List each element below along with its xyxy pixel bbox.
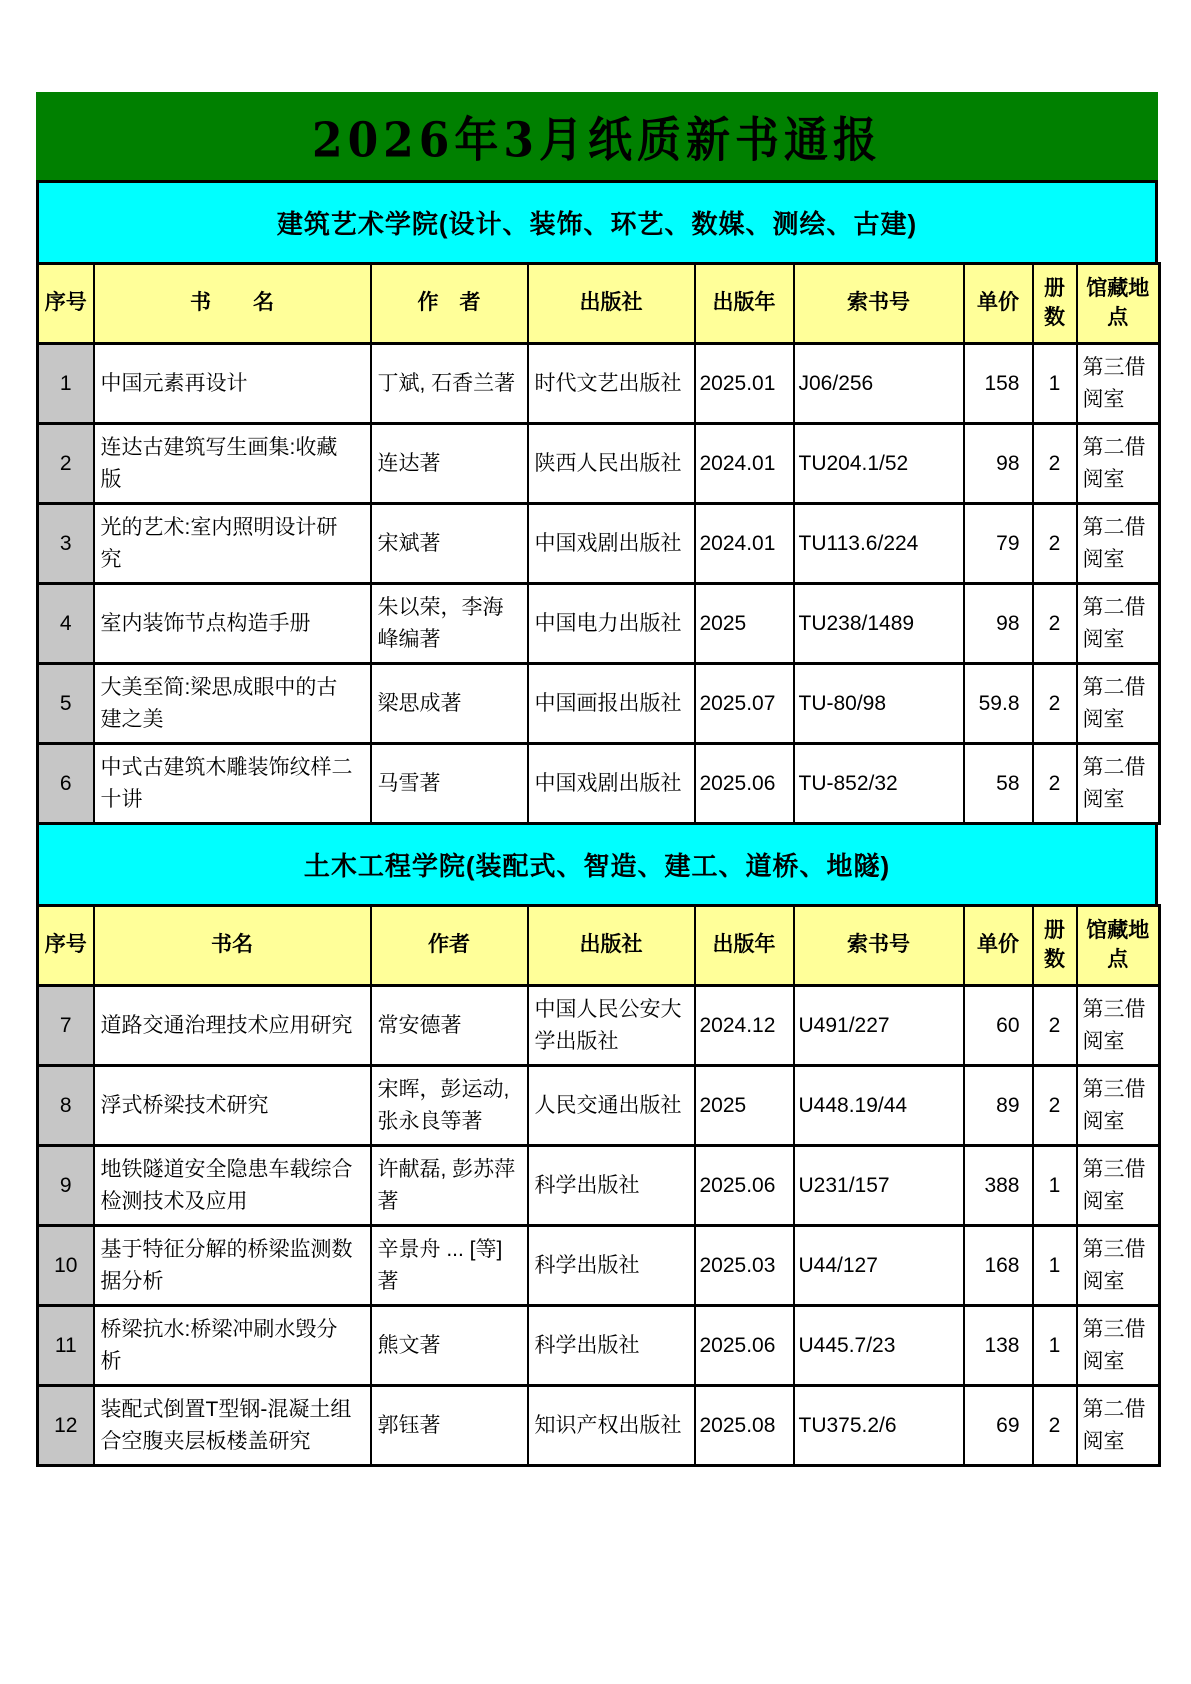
table-row (38, 504, 1160, 584)
cell-year: 2025 (695, 1066, 794, 1146)
new-books-table (36, 262, 1161, 825)
cell-publisher: 中国戏剧出版社 (528, 744, 695, 824)
cell-year: 2024.01 (695, 504, 794, 584)
cell-location: 第二借阅室 (1077, 504, 1160, 584)
table-row (38, 1226, 1160, 1306)
cell-publisher: 中国电力出版社 (528, 584, 695, 664)
column-header-call_no: 索书号 (794, 906, 964, 986)
column-header-publisher: 出版社 (528, 906, 695, 986)
cell-author: 辛景舟 ... [等]著 (371, 1226, 528, 1306)
cell-price: 59.8 (964, 664, 1033, 744)
cell-publisher: 科学出版社 (528, 1146, 695, 1226)
cell-title: 中式古建筑木雕装饰纹样二十讲 (94, 744, 371, 824)
cell-author: 连达著 (371, 424, 528, 504)
cell-location: 第三借阅室 (1077, 1306, 1160, 1386)
cell-location: 第三借阅室 (1077, 986, 1160, 1066)
cell-publisher: 中国戏剧出版社 (528, 504, 695, 584)
cell-location: 第二借阅室 (1077, 744, 1160, 824)
cell-title: 大美至简:梁思成眼中的古建之美 (94, 664, 371, 744)
column-header-title: 书名 (94, 906, 371, 986)
cell-copies: 2 (1033, 986, 1077, 1066)
new-books-table (36, 904, 1161, 1467)
cell-location: 第三借阅室 (1077, 1226, 1160, 1306)
cell-copies: 2 (1033, 424, 1077, 504)
cell-year: 2025.03 (695, 1226, 794, 1306)
cell-location: 第二借阅室 (1077, 1386, 1160, 1466)
cell-author: 朱以荣，李海峰编著 (371, 584, 528, 664)
cell-location: 第二借阅室 (1077, 584, 1160, 664)
column-header-location: 馆藏地点 (1077, 906, 1160, 986)
column-header-copies: 册数 (1033, 906, 1077, 986)
cell-year: 2024.12 (695, 986, 794, 1066)
cell-copies: 2 (1033, 744, 1077, 824)
cell-price: 69 (964, 1386, 1033, 1466)
cell-publisher: 知识产权出版社 (528, 1386, 695, 1466)
cell-location: 第三借阅室 (1077, 1146, 1160, 1226)
cell-location: 第二借阅室 (1077, 424, 1160, 504)
cell-no: 5 (38, 664, 94, 744)
cell-call_no: TU238/1489 (794, 584, 964, 664)
cell-title: 中国元素再设计 (94, 344, 371, 424)
column-header-publisher: 出版社 (528, 264, 695, 344)
report-banner (36, 92, 1158, 180)
cell-title: 桥梁抗水:桥梁冲刷水毁分析 (94, 1306, 371, 1386)
column-header-price: 单价 (964, 264, 1033, 344)
cell-price: 98 (964, 584, 1033, 664)
cell-title: 装配式倒置T型钢-混凝土组合空腹夹层板楼盖研究 (94, 1386, 371, 1466)
cell-no: 10 (38, 1226, 94, 1306)
cell-publisher: 中国人民公安大学出版社 (528, 986, 695, 1066)
cell-year: 2025.06 (695, 1306, 794, 1386)
cell-title: 光的艺术:室内照明设计研究 (94, 504, 371, 584)
cell-year: 2024.01 (695, 424, 794, 504)
cell-copies: 1 (1033, 1146, 1077, 1226)
cell-author: 许献磊, 彭苏萍著 (371, 1146, 528, 1226)
cell-price: 98 (964, 424, 1033, 504)
cell-publisher: 陕西人民出版社 (528, 424, 695, 504)
cell-copies: 1 (1033, 1306, 1077, 1386)
cell-title: 道路交通治理技术应用研究 (94, 986, 371, 1066)
column-header-year: 出版年 (695, 906, 794, 986)
cell-publisher: 科学出版社 (528, 1306, 695, 1386)
report-content (36, 92, 1158, 1467)
cell-location: 第三借阅室 (1077, 344, 1160, 424)
cell-no: 9 (38, 1146, 94, 1226)
column-header-author: 作 者 (371, 264, 528, 344)
report-title: 2026年3月纸质新书通报 (311, 113, 883, 169)
cell-author: 宋斌著 (371, 504, 528, 584)
section-header: 土木工程学院(装配式、智造、建工、道桥、地隧) (36, 822, 1158, 907)
cell-no: 12 (38, 1386, 94, 1466)
cell-no: 11 (38, 1306, 94, 1386)
cell-author: 梁思成著 (371, 664, 528, 744)
cell-price: 79 (964, 504, 1033, 584)
cell-publisher: 中国画报出版社 (528, 664, 695, 744)
table-row (38, 344, 1160, 424)
cell-call_no: U231/157 (794, 1146, 964, 1226)
cell-title: 浮式桥梁技术研究 (94, 1066, 371, 1146)
column-header-copies: 册数 (1033, 264, 1077, 344)
cell-price: 58 (964, 744, 1033, 824)
column-header-location: 馆藏地点 (1077, 264, 1160, 344)
cell-year: 2025 (695, 584, 794, 664)
table-row (38, 424, 1160, 504)
cell-no: 3 (38, 504, 94, 584)
cell-author: 郭钰著 (371, 1386, 528, 1466)
cell-copies: 1 (1033, 1226, 1077, 1306)
cell-location: 第二借阅室 (1077, 664, 1160, 744)
cell-call_no: TU-852/32 (794, 744, 964, 824)
table-row (38, 1306, 1160, 1386)
cell-price: 388 (964, 1146, 1033, 1226)
cell-publisher: 人民交通出版社 (528, 1066, 695, 1146)
cell-call_no: U44/127 (794, 1226, 964, 1306)
cell-author: 熊文著 (371, 1306, 528, 1386)
cell-year: 2025.06 (695, 1146, 794, 1226)
cell-title: 连达古建筑写生画集:收藏版 (94, 424, 371, 504)
cell-call_no: TU204.1/52 (794, 424, 964, 504)
cell-author: 马雪著 (371, 744, 528, 824)
cell-copies: 1 (1033, 344, 1077, 424)
cell-copies: 2 (1033, 584, 1077, 664)
header-row (38, 906, 1160, 986)
column-header-call_no: 索书号 (794, 264, 964, 344)
header-row (38, 264, 1160, 344)
table-row (38, 744, 1160, 824)
cell-title: 地铁隧道安全隐患车载综合检测技术及应用 (94, 1146, 371, 1226)
table-row (38, 1066, 1160, 1146)
table-row (38, 986, 1160, 1066)
cell-call_no: J06/256 (794, 344, 964, 424)
cell-call_no: TU113.6/224 (794, 504, 964, 584)
table-row (38, 584, 1160, 664)
cell-publisher: 时代文艺出版社 (528, 344, 695, 424)
cell-price: 168 (964, 1226, 1033, 1306)
cell-no: 4 (38, 584, 94, 664)
cell-copies: 2 (1033, 1066, 1077, 1146)
column-header-author: 作者 (371, 906, 528, 986)
cell-author: 丁斌, 石香兰著 (371, 344, 528, 424)
cell-copies: 2 (1033, 1386, 1077, 1466)
sections-container (36, 180, 1158, 1467)
table-row (38, 1386, 1160, 1466)
cell-year: 2025.08 (695, 1386, 794, 1466)
cell-no: 8 (38, 1066, 94, 1146)
column-header-year: 出版年 (695, 264, 794, 344)
cell-copies: 2 (1033, 504, 1077, 584)
cell-title: 室内装饰节点构造手册 (94, 584, 371, 664)
cell-no: 7 (38, 986, 94, 1066)
cell-call_no: U448.19/44 (794, 1066, 964, 1146)
cell-no: 1 (38, 344, 94, 424)
cell-call_no: TU-80/98 (794, 664, 964, 744)
cell-author: 宋晖，彭运动, 张永良等著 (371, 1066, 528, 1146)
cell-author: 常安德著 (371, 986, 528, 1066)
cell-price: 60 (964, 986, 1033, 1066)
cell-location: 第三借阅室 (1077, 1066, 1160, 1146)
cell-title: 基于特征分解的桥梁监测数据分析 (94, 1226, 371, 1306)
column-header-price: 单价 (964, 906, 1033, 986)
column-header-title: 书 名 (94, 264, 371, 344)
cell-year: 2025.01 (695, 344, 794, 424)
cell-publisher: 科学出版社 (528, 1226, 695, 1306)
cell-year: 2025.06 (695, 744, 794, 824)
cell-copies: 2 (1033, 664, 1077, 744)
cell-no: 6 (38, 744, 94, 824)
cell-price: 138 (964, 1306, 1033, 1386)
table-row (38, 664, 1160, 744)
table-row (38, 1146, 1160, 1226)
cell-no: 2 (38, 424, 94, 504)
section-header: 建筑艺术学院(设计、装饰、环艺、数媒、测绘、古建) (36, 180, 1158, 265)
column-header-no: 序号 (38, 264, 94, 344)
cell-call_no: U491/227 (794, 986, 964, 1066)
cell-price: 89 (964, 1066, 1033, 1146)
cell-call_no: TU375.2/6 (794, 1386, 964, 1466)
cell-year: 2025.07 (695, 664, 794, 744)
cell-price: 158 (964, 344, 1033, 424)
column-header-no: 序号 (38, 906, 94, 986)
cell-call_no: U445.7/23 (794, 1306, 964, 1386)
